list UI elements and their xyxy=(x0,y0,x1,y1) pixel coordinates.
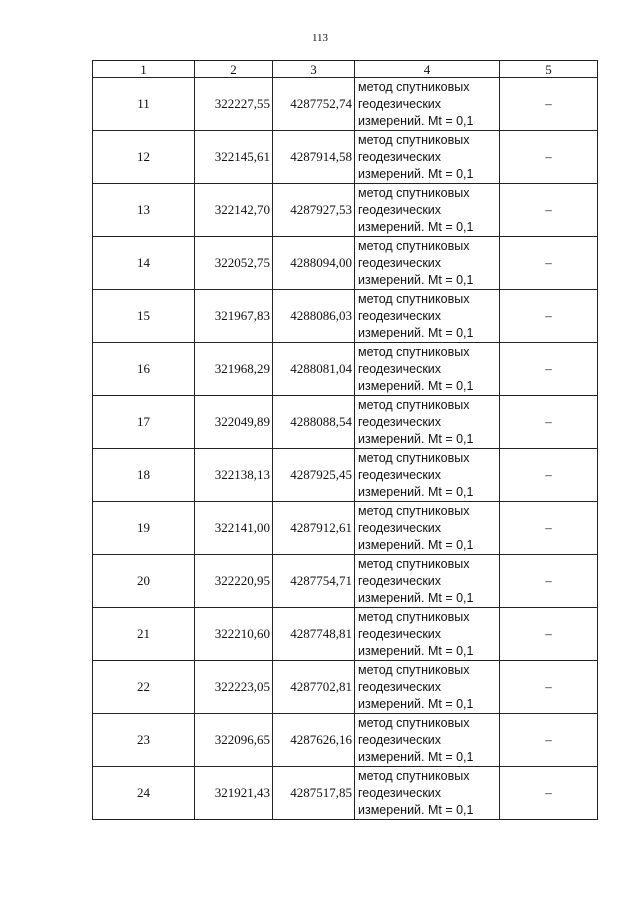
method-line: геодезических xyxy=(358,149,442,164)
point-number-cell: 24 xyxy=(93,767,195,820)
method-line: метод спутниковых xyxy=(358,503,470,518)
x-coordinate-cell: 322145,61 xyxy=(195,131,273,184)
point-number-cell: 15 xyxy=(93,290,195,343)
method-line: геодезических xyxy=(358,679,442,694)
header-col-2: 2 xyxy=(195,61,273,78)
x-coordinate-cell: 322223,05 xyxy=(195,661,273,714)
method-line: измерений. Mt = 0,1 xyxy=(358,749,474,764)
column-5-cell: – xyxy=(500,78,598,131)
table-row xyxy=(93,237,598,290)
column-5-cell: – xyxy=(500,237,598,290)
y-coordinate-cell: 4287914,58 xyxy=(273,131,355,184)
point-number-cell: 17 xyxy=(93,396,195,449)
column-5-cell: – xyxy=(500,449,598,502)
table-row xyxy=(93,343,598,396)
page-number: 113 xyxy=(311,32,329,44)
x-coordinate-cell: 321921,43 xyxy=(195,767,273,820)
table-row xyxy=(93,184,598,237)
method-line: метод спутниковых xyxy=(358,185,470,200)
method-line: измерений. Mt = 0,1 xyxy=(358,590,474,605)
y-coordinate-cell: 4287754,71 xyxy=(273,555,355,608)
column-5-cell: – xyxy=(500,714,598,767)
column-5-cell: – xyxy=(500,131,598,184)
header-col-4: 4 xyxy=(355,61,500,78)
method-line: метод спутниковых xyxy=(358,556,470,571)
method-cell xyxy=(355,78,500,131)
x-coordinate-cell: 322210,60 xyxy=(195,608,273,661)
method-line: измерений. Mt = 0,1 xyxy=(358,537,474,552)
method-cell xyxy=(355,767,500,820)
method-line: геодезических xyxy=(358,626,442,641)
y-coordinate-cell: 4288088,54 xyxy=(273,396,355,449)
point-number-cell: 23 xyxy=(93,714,195,767)
point-number-cell: 11 xyxy=(93,78,195,131)
method-line: измерений. Mt = 0,1 xyxy=(358,431,474,446)
method-line: метод спутниковых xyxy=(358,609,470,624)
method-line: измерений. Mt = 0,1 xyxy=(358,378,474,393)
method-line: геодезических xyxy=(358,202,442,217)
method-cell xyxy=(355,661,500,714)
method-line: геодезических xyxy=(358,414,442,429)
method-line: геодезических xyxy=(358,308,442,323)
method-line: геодезических xyxy=(358,732,442,747)
method-line: геодезических xyxy=(358,361,442,376)
table-row xyxy=(93,78,598,131)
method-line: метод спутниковых xyxy=(358,238,470,253)
point-number-cell: 16 xyxy=(93,343,195,396)
method-line: геодезических xyxy=(358,573,442,588)
table-row xyxy=(93,661,598,714)
point-number-cell: 12 xyxy=(93,131,195,184)
x-coordinate-cell: 322142,70 xyxy=(195,184,273,237)
method-line: метод спутниковых xyxy=(358,715,470,730)
method-line: геодезических xyxy=(358,96,442,111)
table-row xyxy=(93,502,598,555)
method-line: метод спутниковых xyxy=(358,450,470,465)
method-line: измерений. Mt = 0,1 xyxy=(358,802,474,817)
method-line: геодезических xyxy=(358,785,442,800)
y-coordinate-cell: 4287912,61 xyxy=(273,502,355,555)
x-coordinate-cell: 321968,29 xyxy=(195,343,273,396)
header-col-3: 3 xyxy=(273,61,355,78)
y-coordinate-cell: 4287626,16 xyxy=(273,714,355,767)
column-5-cell: – xyxy=(500,184,598,237)
method-cell xyxy=(355,396,500,449)
method-line: метод спутниковых xyxy=(358,397,470,412)
x-coordinate-cell: 322141,00 xyxy=(195,502,273,555)
method-cell xyxy=(355,714,500,767)
point-number-cell: 19 xyxy=(93,502,195,555)
x-coordinate-cell: 321967,83 xyxy=(195,290,273,343)
table-row xyxy=(93,449,598,502)
method-cell xyxy=(355,237,500,290)
method-line: измерений. Mt = 0,1 xyxy=(358,113,474,128)
table-row xyxy=(93,714,598,767)
column-5-cell: – xyxy=(500,290,598,343)
table-row xyxy=(93,555,598,608)
y-coordinate-cell: 4287752,74 xyxy=(273,78,355,131)
x-coordinate-cell: 322227,55 xyxy=(195,78,273,131)
x-coordinate-cell: 322049,89 xyxy=(195,396,273,449)
header-col-1: 1 xyxy=(93,61,195,78)
method-line: измерений. Mt = 0,1 xyxy=(358,272,474,287)
point-number-cell: 14 xyxy=(93,237,195,290)
table-row xyxy=(93,608,598,661)
method-cell xyxy=(355,608,500,661)
method-line: геодезических xyxy=(358,520,442,535)
method-line: метод спутниковых xyxy=(358,132,470,147)
method-cell xyxy=(355,343,500,396)
column-5-cell: – xyxy=(500,661,598,714)
header-col-5: 5 xyxy=(500,61,598,78)
column-5-cell: – xyxy=(500,608,598,661)
method-cell xyxy=(355,290,500,343)
point-number-cell: 20 xyxy=(93,555,195,608)
column-5-cell: – xyxy=(500,502,598,555)
y-coordinate-cell: 4287927,53 xyxy=(273,184,355,237)
method-line: измерений. Mt = 0,1 xyxy=(358,166,474,181)
table-row xyxy=(93,290,598,343)
method-line: метод спутниковых xyxy=(358,662,470,677)
y-coordinate-cell: 4287702,81 xyxy=(273,661,355,714)
y-coordinate-cell: 4288086,03 xyxy=(273,290,355,343)
y-coordinate-cell: 4287517,85 xyxy=(273,767,355,820)
method-line: геодезических xyxy=(358,467,442,482)
y-coordinate-cell: 4287748,81 xyxy=(273,608,355,661)
method-line: геодезических xyxy=(358,255,442,270)
method-line: метод спутниковых xyxy=(358,79,470,94)
table-row xyxy=(93,396,598,449)
y-coordinate-cell: 4288081,04 xyxy=(273,343,355,396)
point-number-cell: 13 xyxy=(93,184,195,237)
method-cell xyxy=(355,502,500,555)
method-line: измерений. Mt = 0,1 xyxy=(358,484,474,499)
x-coordinate-cell: 322138,13 xyxy=(195,449,273,502)
column-5-cell: – xyxy=(500,555,598,608)
column-5-cell: – xyxy=(500,767,598,820)
y-coordinate-cell: 4288094,00 xyxy=(273,237,355,290)
table-row xyxy=(93,767,598,820)
method-cell xyxy=(355,449,500,502)
point-number-cell: 21 xyxy=(93,608,195,661)
method-line: метод спутниковых xyxy=(358,344,470,359)
method-line: измерений. Mt = 0,1 xyxy=(358,696,474,711)
y-coordinate-cell: 4287925,45 xyxy=(273,449,355,502)
method-line: измерений. Mt = 0,1 xyxy=(358,643,474,658)
table-header-row xyxy=(93,61,598,78)
column-5-cell: – xyxy=(500,396,598,449)
x-coordinate-cell: 322096,65 xyxy=(195,714,273,767)
method-line: измерений. Mt = 0,1 xyxy=(358,219,474,234)
point-number-cell: 22 xyxy=(93,661,195,714)
method-line: метод спутниковых xyxy=(358,291,470,306)
method-cell xyxy=(355,555,500,608)
x-coordinate-cell: 322220,95 xyxy=(195,555,273,608)
method-cell xyxy=(355,131,500,184)
x-coordinate-cell: 322052,75 xyxy=(195,237,273,290)
column-5-cell: – xyxy=(500,343,598,396)
method-line: измерений. Mt = 0,1 xyxy=(358,325,474,340)
point-number-cell: 18 xyxy=(93,449,195,502)
method-line: метод спутниковых xyxy=(358,768,470,783)
coordinates-table xyxy=(92,60,598,820)
method-cell xyxy=(355,184,500,237)
table-row xyxy=(93,131,598,184)
